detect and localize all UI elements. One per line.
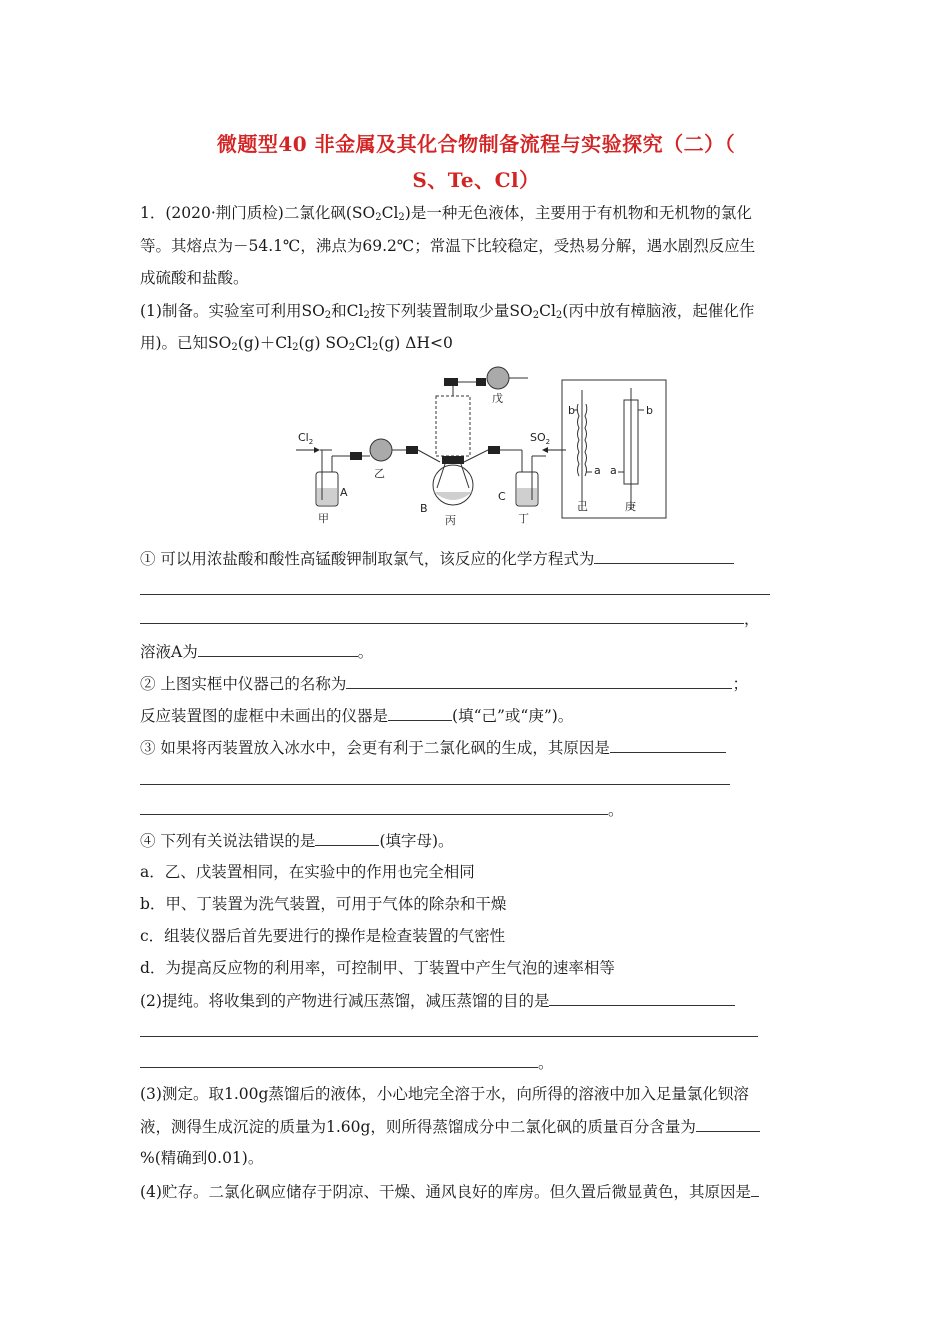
cl2-arrow xyxy=(296,431,320,453)
answer-blank-distillation-purpose[interactable] xyxy=(549,990,735,1006)
item1-question: ① 可以用浓盐酸和酸性高锰酸钾制取氯气，该反应的化学方程式为 xyxy=(140,548,734,569)
q1-intro-line3: 成硫酸和盐酸。 xyxy=(140,269,249,287)
item2-question: ② 上图实框中仪器己的名称为 ； xyxy=(140,675,748,693)
answer-blank-missing-instrument[interactable] xyxy=(388,705,452,721)
label-wu: 戊 xyxy=(492,392,503,405)
item1-solution-a: 溶液A为 。 xyxy=(140,643,374,661)
drying-tube-wu xyxy=(444,367,528,405)
title-line-1: 微题型40 非金属及其化合物制备流程与实验探究（二）（ xyxy=(216,132,736,156)
option-c: c．组装仪器后首先要进行的操作是检查装置的气密性 xyxy=(140,927,506,945)
apparatus-figure xyxy=(292,360,672,530)
answer-blank-distillation-cont[interactable] xyxy=(140,1052,538,1068)
so2-arrow xyxy=(530,431,566,453)
label-geng: 庚 xyxy=(625,500,636,513)
label-yi: 乙 xyxy=(374,467,385,480)
part1-line1: (1)制备。实验室可利用$SO_2$和$Cl_2$按下列装置制取少量$SO_2Cl_2$(丙中放有樟脑液，起催化作 xyxy=(140,302,755,321)
answer-blank-ice-reason[interactable] xyxy=(610,737,726,753)
svg-text:SO2: $SO_2$ xyxy=(530,431,551,446)
label-b-geng: b xyxy=(646,404,653,417)
apparatus-diagram xyxy=(292,360,672,530)
answer-blank-instrument-name[interactable] xyxy=(346,673,732,689)
label-B: B xyxy=(420,502,428,515)
label-b-ji: b xyxy=(568,404,575,417)
item2-missing-instrument: 反应装置图的虚框中未画出的仪器是 (填“己”或“庚”)。 xyxy=(140,707,574,725)
answer-line[interactable] xyxy=(140,594,770,595)
item4-question: ④ 下列有关说法错误的是 (填字母)。 xyxy=(140,832,454,850)
answer-line[interactable] xyxy=(140,784,730,785)
part3-line2: 液，测得生成沉淀的质量为1.60g，则所得蒸馏成分中二氯化砜的质量百分含量为 xyxy=(140,1116,760,1137)
title-line-2: S、Te、Cl） xyxy=(412,168,540,192)
label-C: C xyxy=(498,490,506,503)
item3-question: ③ 如果将丙装置放入冰水中，会更有利于二氯化砜的生成，其原因是 xyxy=(140,737,726,758)
q1-intro-line1: 1．(2020·荆门质检)二氯化砜$(SO_2Cl_2)$是一种无色液体，主要用于有机物和无机物的氯化 xyxy=(140,204,752,223)
answer-blank-solution-a[interactable] xyxy=(198,641,358,657)
option-b: b．甲、丁装置为洗气装置，可用于气体的除杂和干燥 xyxy=(140,895,507,913)
label-jia: 甲 xyxy=(318,512,329,525)
svg-text:Cl2: $Cl_2$ xyxy=(298,431,314,446)
bottle-ding xyxy=(464,446,546,525)
label-ding: 丁 xyxy=(518,512,529,525)
condenser-box xyxy=(562,380,666,518)
part4-question: (4)贮存。二氯化砜应储存于阴凉、干燥、通风良好的库房。但久置后微显黄色，其原因是 xyxy=(140,1181,759,1202)
item1-line3: ， xyxy=(140,608,760,629)
answer-blank-wrong-option[interactable] xyxy=(315,830,379,846)
part2-question: (2)提纯。将收集到的产物进行减压蒸馏，减压蒸馏的目的是 xyxy=(140,990,735,1011)
label-a-geng: a xyxy=(610,464,617,477)
label-bing: 丙 xyxy=(445,514,456,527)
drying-tube-yi xyxy=(350,439,418,480)
part3-line1: (3)测定。取1.00g蒸馏后的液体，小心地完全溶于水，向所得的溶液中加入足量氯化钡溶 xyxy=(140,1085,749,1103)
option-a: a．乙、戊装置相同，在实验中的作用也完全相同 xyxy=(140,863,475,881)
part2-line3: 。 xyxy=(140,1052,554,1073)
label-A: A xyxy=(340,486,348,499)
q1-intro-line2: 等。其熔点为－54.1℃，沸点为69.2℃；常温下比较稳定，受热易分解，遇水剧烈反应生 xyxy=(140,237,756,255)
part3-line3: %(精确到0.01)。 xyxy=(140,1149,264,1167)
label-ji: 己 xyxy=(577,500,588,513)
part1-line2-equation: 用)。已知$SO_2(g)+Cl_2(g)$ $SO_2Cl_2(g)$ ΔH<0 xyxy=(140,334,453,353)
option-d: d．为提高反应物的利用率，可控制甲、丁装置中产生气泡的速率相等 xyxy=(140,959,615,977)
bottle-jia xyxy=(316,450,350,525)
answer-blank-equation-cont[interactable] xyxy=(140,608,744,624)
answer-blank-equation[interactable] xyxy=(594,548,734,564)
answer-line[interactable] xyxy=(140,1036,758,1037)
answer-blank-ice-reason-cont[interactable] xyxy=(140,799,608,815)
item3-line3: 。 xyxy=(140,799,624,820)
label-a-ji: a xyxy=(594,464,601,477)
answer-blank-percentage[interactable] xyxy=(696,1116,760,1132)
answer-blank-yellow-reason[interactable] xyxy=(751,1181,759,1197)
